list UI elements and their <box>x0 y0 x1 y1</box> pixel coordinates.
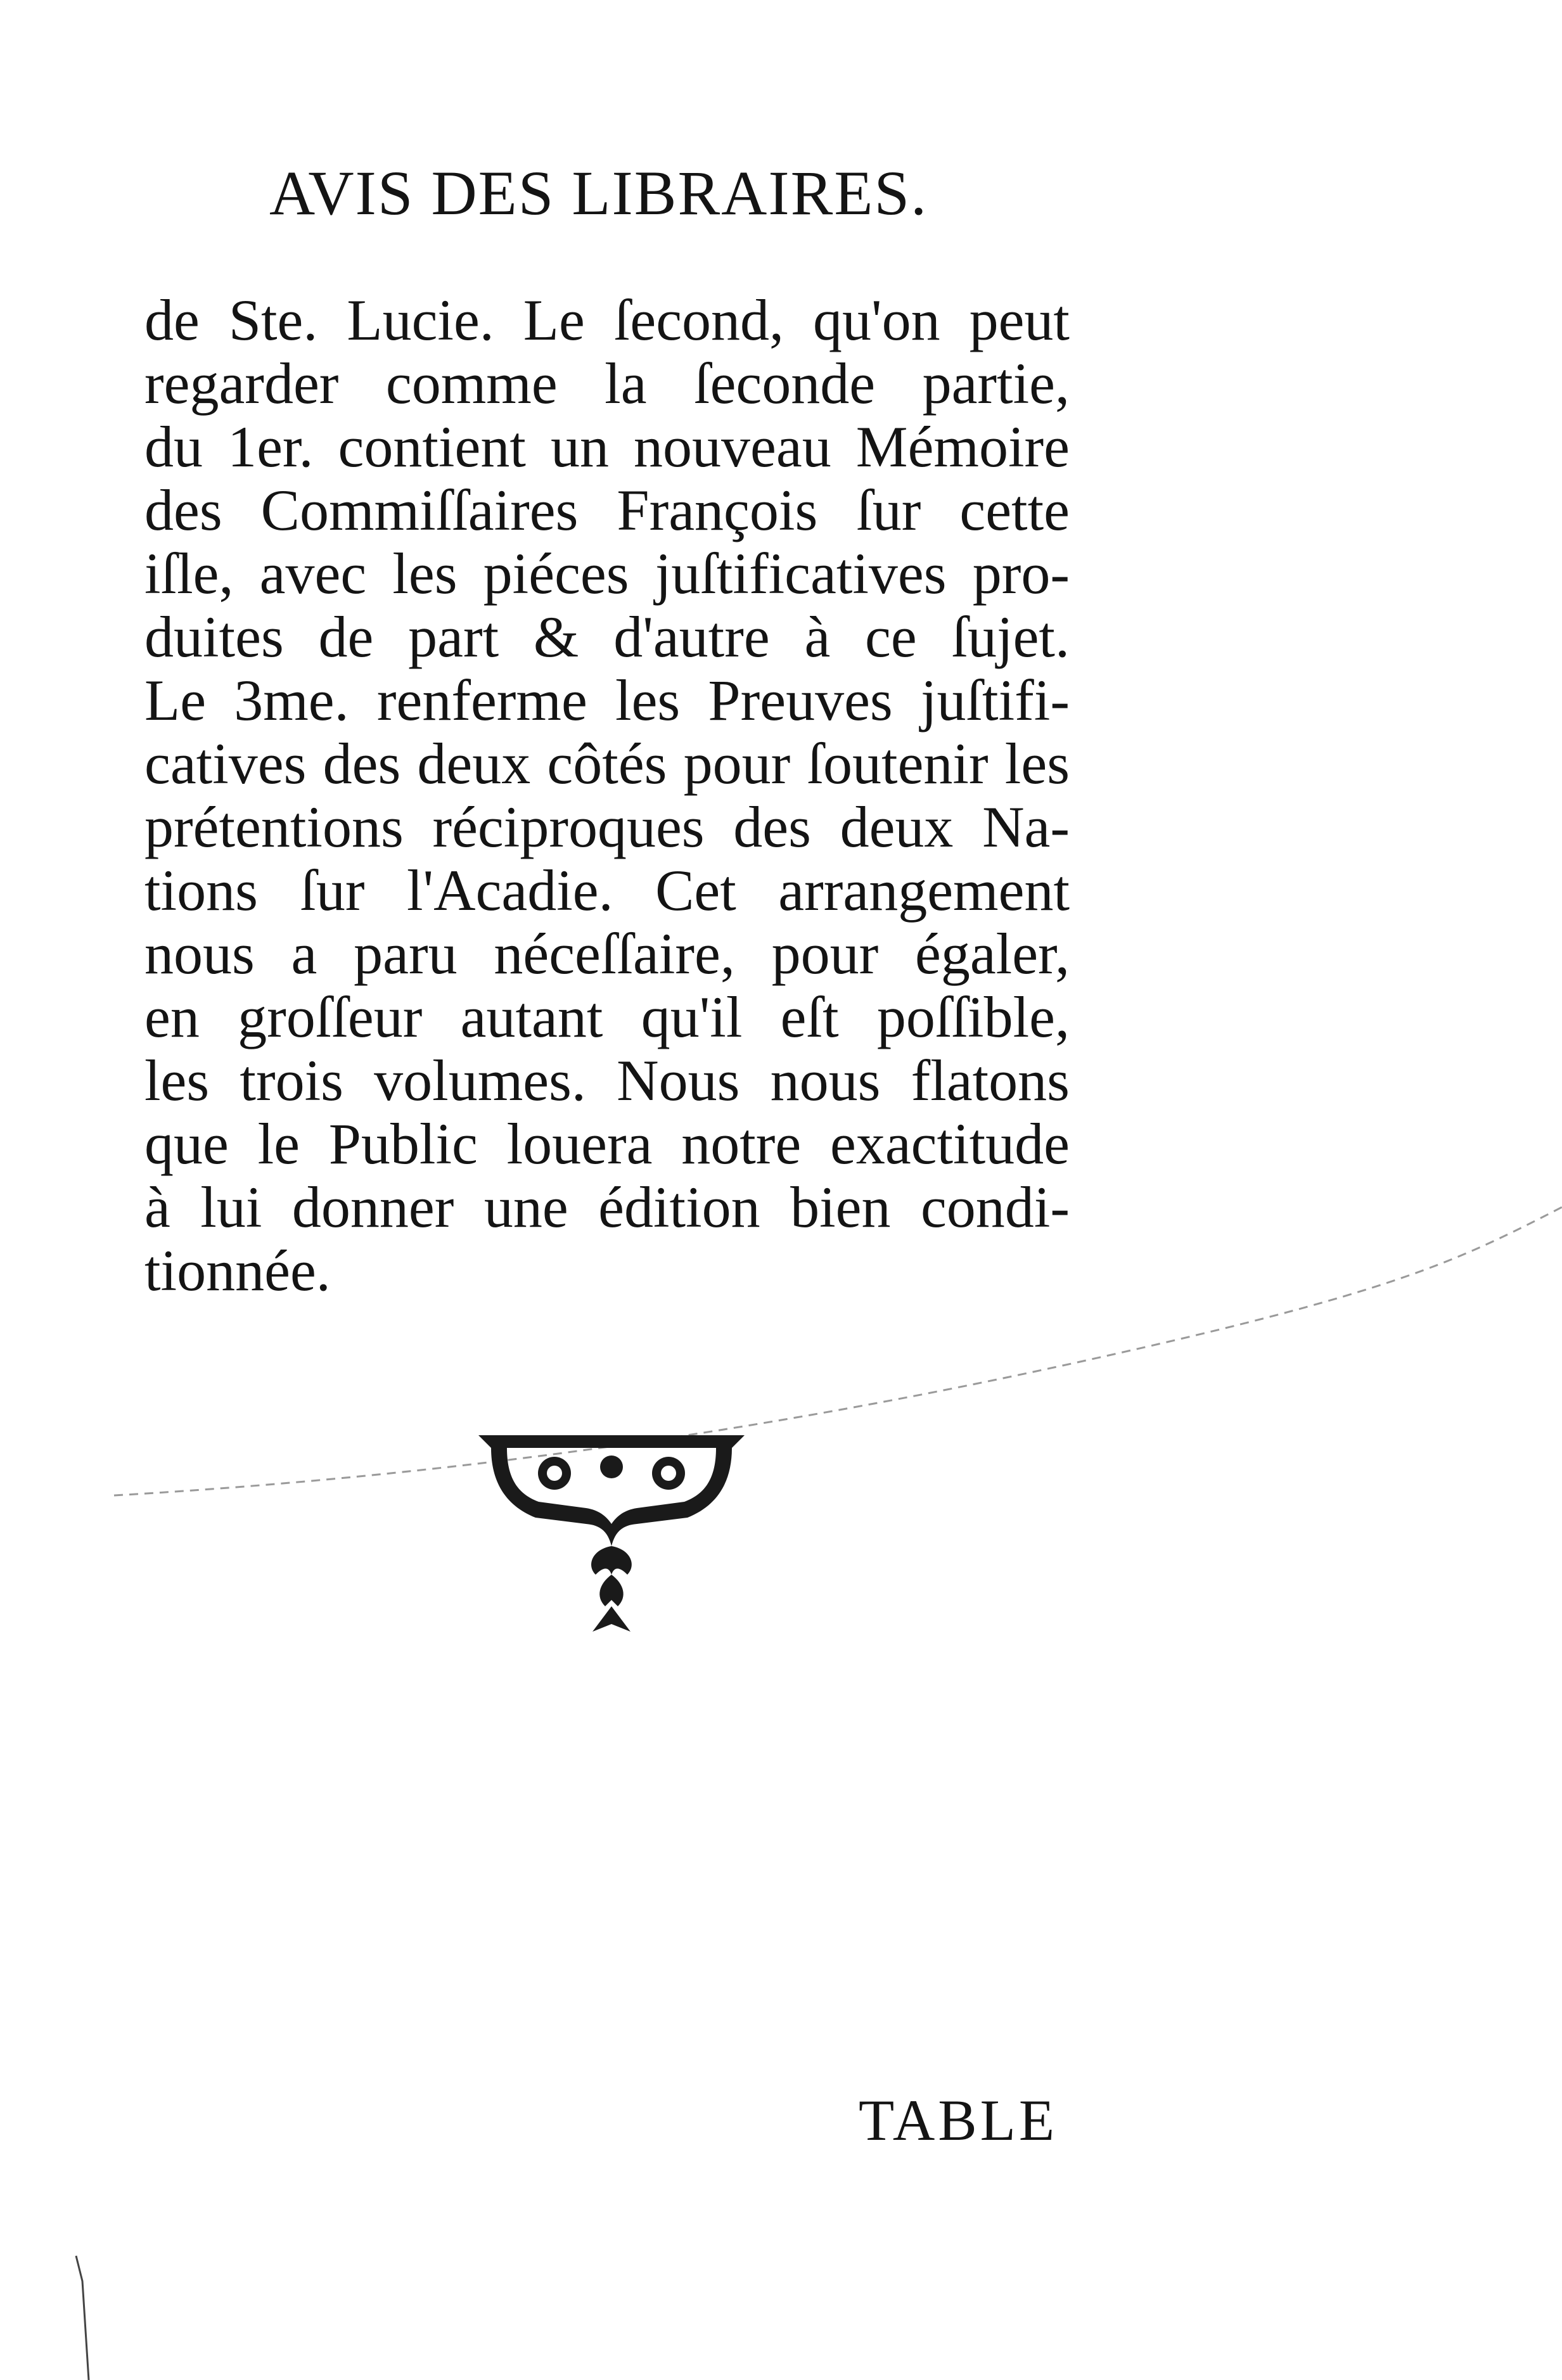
text-line: regarder comme la ſeconde partie, <box>144 351 1070 416</box>
text-line: les trois volumes. Nous nous flatons <box>144 1048 1070 1113</box>
text-line: du 1er. contient un nouveau Mémoire <box>144 414 1070 479</box>
text-line: duites de part & d'autre à ce ſujet. <box>144 605 1070 669</box>
text-line: iſle, avec les piéces juſtificatives pro- <box>144 541 1070 606</box>
text-line: en groſſeur autant qu'il eſt poſſible, <box>144 985 1070 1049</box>
text-line: à lui donner une édition bien condi- <box>144 1175 1070 1239</box>
text-line: prétentions réciproques des deux Na- <box>144 795 1070 859</box>
text-line: tions ſur l'Acadie. Cet arrangement <box>144 858 1070 923</box>
text-line: nous a paru néceſſaire, pour égaler, <box>144 921 1070 986</box>
text-line: tionnée. <box>144 1238 331 1303</box>
text-line: Le 3me. renferme les Preuves juſtifi- <box>144 668 1070 733</box>
fleuron-ornament-icon <box>466 1423 757 1651</box>
text-line: catives des deux côtés pour ſoutenir les <box>144 731 1070 796</box>
text-line: que le Public louera notre exactitude <box>144 1111 1070 1176</box>
running-title: AVIS DES LIBRAIRES. <box>269 158 928 228</box>
text-line: des Commiſſaires François ſur cette <box>144 478 1070 542</box>
catchword: TABLE <box>859 2088 1058 2153</box>
text-line: de Ste. Lucie. Le ſecond, qu'on peut <box>144 288 1070 352</box>
